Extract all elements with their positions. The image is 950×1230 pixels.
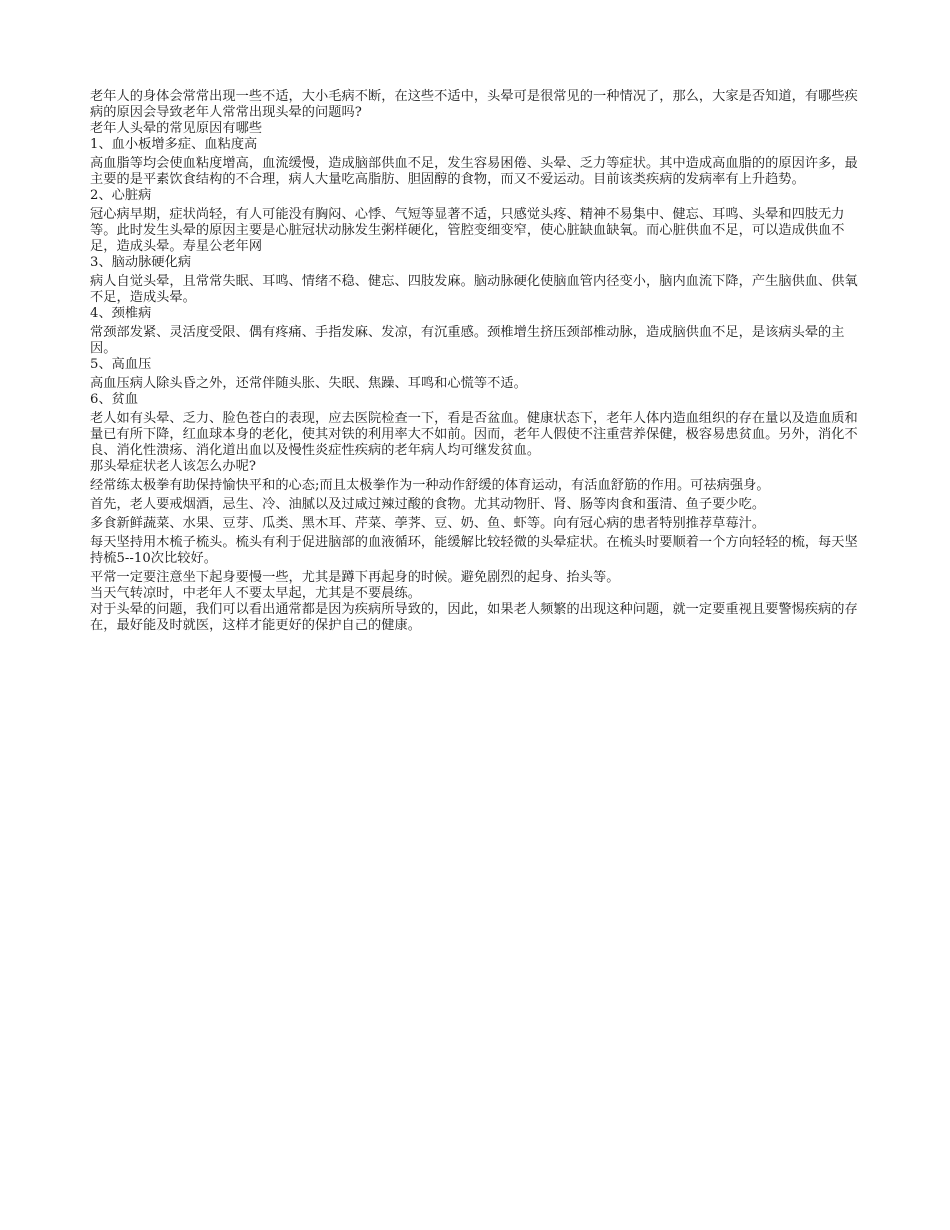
cause-text-3: 病人自觉头晕，且常常失眠、耳鸣、情绪不稳、健忘、四肢发麻。脑动脉硬化使脑血管内径变小，脑内血流下降，产生脑供血、供氧不足，造成头晕。	[90, 274, 858, 305]
section-title-advice: 那头晕症状老人该怎么办呢?	[90, 459, 256, 474]
advice-paragraph-5: 平常一定要注意坐下起身要慢一些，尤其是蹲下再起身的时候。避免剧烈的起身、抬头等。	[90, 570, 620, 585]
cause-heading-3: 3、脑动脉硬化病	[90, 255, 192, 270]
cause-heading-2: 2、心脏病	[90, 188, 152, 203]
cause-text-4: 常颈部发紧、灵活度受限、偶有疼痛、手指发麻、发凉，有沉重感。颈椎增生挤压颈部椎动脉，造成脑供血不足，是该病头晕的主因。	[90, 325, 845, 356]
conclusion-paragraph: 对于头晕的问题，我们可以看出通常都是因为疾病所导致的，因此，如果老人频繁的出现这种问题，就一定要重视且要警惕疾病的存在，最好能及时就医，这样才能更好的保护自己的健康。	[90, 602, 858, 633]
advice-paragraph-2: 首先，老人要戒烟酒，忌生、冷、油腻以及过咸过辣过酸的食物。尤其动物肝、肾、肠等肉食和蛋清、鱼子要少吃。	[90, 497, 766, 512]
cause-text-5: 高血压病人除头昏之外，还常伴随头胀、失眠、焦躁、耳鸣和心慌等不适。	[90, 376, 527, 391]
advice-paragraph-3: 多食新鲜蔬菜、水果、豆芽、瓜类、黑木耳、芹菜、荸荠、豆、奶、鱼、虾等。向有冠心病的患者特别推荐草莓汁。	[90, 516, 766, 531]
cause-text-6: 老人如有头晕、乏力、脸色苍白的表现，应去医院检查一下，看是否盆血。健康状态下，老年人体内造血组织的存在量以及造血质和量已有所下降，红血球本身的老化，使其对铁的利用率大不如前。因而，老年人假使不注重营养保健，极容易患贫血。另外，消化不良、消化性溃疡、消化道出血以及慢性炎症性疾病的老年病人均可继发贫血。	[90, 411, 858, 458]
advice-paragraph-6: 当天气转凉时，中老年人不要太早起，尤其是不要晨练。	[90, 586, 421, 601]
advice-paragraph-4: 每天坚持用木梳子梳头。梳头有利于促进脑部的血液循环，能缓解比较轻微的头晕症状。在梳头时要顺着一个方向轻轻的梳，每天坚持梳5--10次比较好。	[90, 535, 858, 566]
section-title-causes: 老年人头晕的常见原因有哪些	[90, 121, 263, 136]
cause-heading-6: 6、贫血	[90, 392, 139, 407]
cause-heading-5: 5、高血压	[90, 357, 152, 372]
cause-text-1: 高血脂等均会使血粘度增高，血流缓慢，造成脑部供血不足，发生容易困倦、头晕、乏力等症状。其中造成高血脂的的原因许多，最主要的是平素饮食结构的不合理，病人大量吃高脂肪、胆固醇的食物，而又不爱运动。目前该类疾病的发病率有上升趋势。	[90, 156, 858, 187]
advice-paragraph-1: 经常练太极拳有助保持愉快平和的心态;而且太极拳作为一种动作舒缓的体育运动，有活血舒筋的作用。可祛病强身。	[90, 478, 770, 493]
intro-paragraph: 老年人的身体会常常出现一些不适，大小毛病不断，在这些不适中，头晕可是很常见的一种情况了，那么，大家是否知道，有哪些疾病的原因会导致老年人常常出现头晕的问题吗?	[90, 89, 858, 120]
cause-heading-4: 4、颈椎病	[90, 306, 152, 321]
cause-heading-1: 1、血小板增多症、血粘度高	[90, 137, 258, 152]
document-body	[90, 89, 862, 634]
cause-text-2: 冠心病早期，症状尚轻，有人可能没有胸闷、心悸、气短等显著不适，只感觉头疼、精神不易集中、健忘、耳鸣、头晕和四肢无力等。此时发生头晕的原因主要是心脏冠状动脉发生粥样硬化，管腔变细变窄，使心脏缺血缺氧。而心脏供血不足，可以造成供血不足，造成头晕。寿星公老年网	[90, 207, 845, 254]
